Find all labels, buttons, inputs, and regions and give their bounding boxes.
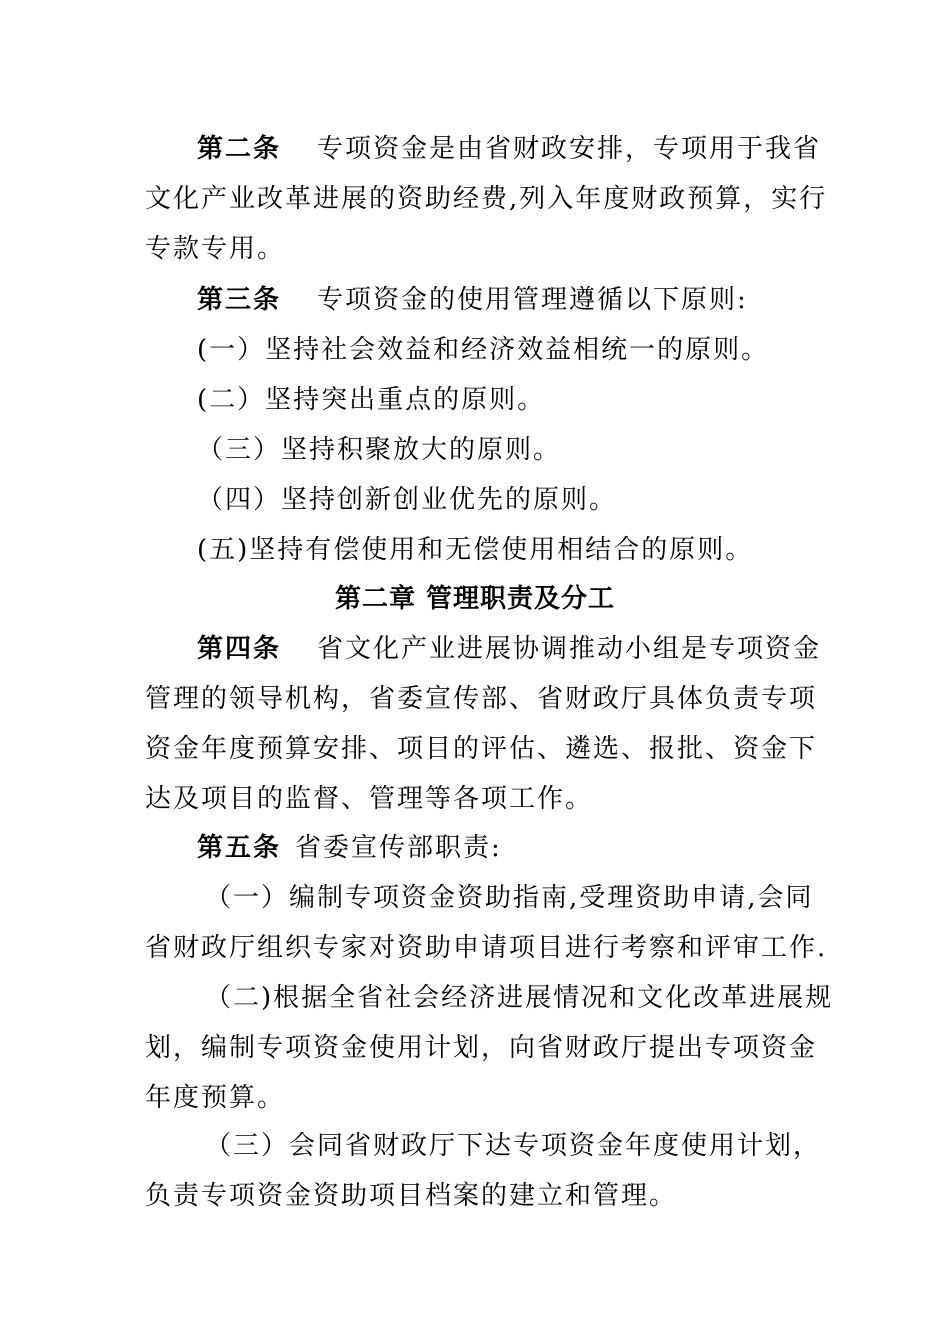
article-2-text: 专项资金是由省财政安排，专项用于我省: [317, 134, 822, 164]
article-4-text: 省文化产业进展协调推动小组是专项资金: [317, 634, 822, 664]
article-5-label: 第五条: [197, 833, 282, 863]
article-5-item-2-line-1: （二)根据全省社会经济进展情况和文化改革进展规: [205, 983, 834, 1013]
article-2-line-3: 专款专用。: [145, 234, 286, 264]
article-4-line-1: [197, 624, 877, 674]
article-5-item-3-line-1: （三）会同省财政厅下达专项资金年度使用计划，: [205, 1131, 822, 1161]
article-5-item-1-line-2: 省财政厅组织专家对资助申请项目进行考察和评审工作.: [145, 933, 828, 963]
article-5-item-3-line-2: 负责专项资金资助项目档案的建立和管理。: [145, 1181, 678, 1211]
article-2-line-2: 文化产业改革进展的资助经费,列入年度财政预算，实行: [145, 184, 828, 214]
article-3-label: 第三条: [197, 285, 282, 315]
article-2-line-1: [197, 124, 877, 174]
chapter-2-heading: 第二章 管理职责及分工: [334, 584, 616, 614]
article-5-item-2-line-2: 划，编制专项资金使用计划，向省财政厅提出专项资金: [145, 1033, 818, 1063]
article-3-item-5: (五)坚持有偿使用和无偿使用相结合的原则。: [197, 535, 754, 565]
article-5-text: 省委宣传部职责:: [295, 833, 502, 863]
article-4-line-3: 资金年度预算安排、项目的评估、遴选、报批、资金下: [145, 734, 818, 764]
article-3-item-1: (一）坚持社会效益和经济效益相统一的原则。: [197, 335, 770, 365]
article-4-line-4: 达及项目的监督、管理等各项工作。: [145, 784, 594, 814]
article-3-line-1: [197, 275, 877, 325]
article-4-line-2: 管理的领导机构，省委宣传部、省财政厅具体负责专项: [145, 684, 818, 714]
article-3-item-2: (二）坚持突出重点的原则。: [197, 385, 546, 415]
article-3-item-4: （四）坚持创新创业优先的原则。: [197, 485, 618, 515]
article-5-item-1-line-1: （一）编制专项资金资助指南,受理资助申请,会同: [205, 883, 814, 913]
article-5-item-2-line-3: 年度预算。: [145, 1083, 286, 1113]
article-3-item-3: （三）坚持积聚放大的原则。: [197, 435, 562, 465]
article-4-label: 第四条: [197, 634, 282, 664]
article-5-line-1: [197, 823, 877, 873]
article-3-text: 专项资金的使用管理遵循以下原则:: [317, 285, 748, 315]
article-2-label: 第二条: [197, 134, 282, 164]
